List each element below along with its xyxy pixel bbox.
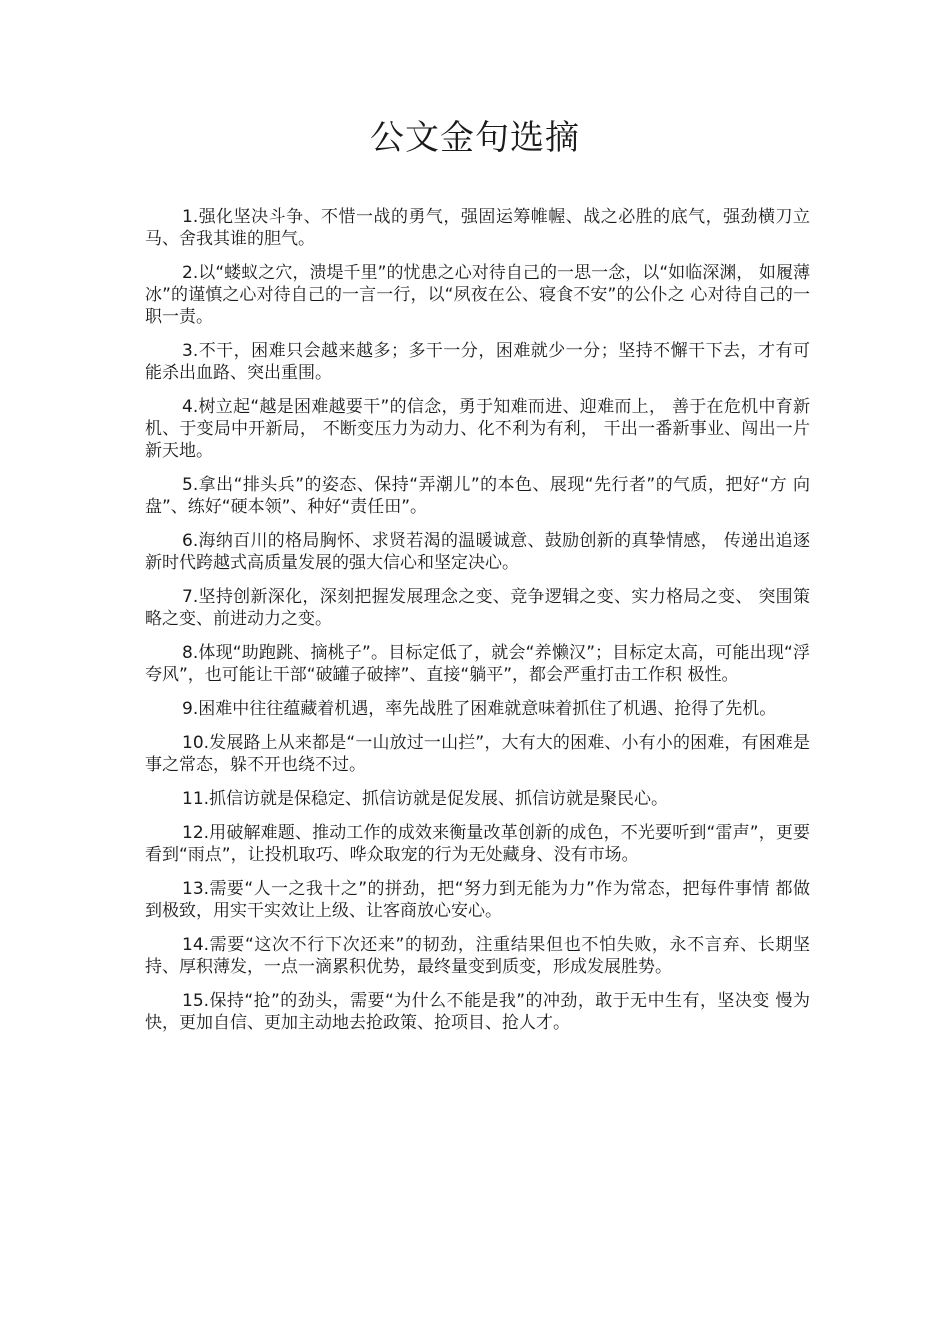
paragraph-6: 6.海纳百川的格局胸怀、求贤若渴的温暖诚意、鼓励创新的真挚情感， 传递出追逐新时代跨越式高质量发展的强大信心和坚定决心。 xyxy=(145,531,810,573)
paragraph-11: 11.抓信访就是保稳定、抓信访就是促发展、抓信访就是聚民心。 xyxy=(182,789,669,809)
paragraph-1: 1.强化坚决斗争、不惜一战的勇气，强固运筹帷幄、战之必胜的底气，强劲横刀立马、舍我其谁的胆气。 xyxy=(145,207,810,249)
paragraph-5: 5.拿出“排头兵”的姿态、保持“弄潮儿”的本色、展现“先行者”的气质，把好“方 向盘”、练好“硬本领”、种好“责任田”。 xyxy=(145,475,810,517)
paragraph-4: 4.树立起“越是困难越要干”的信念，勇于知难而进、迎难而上， 善于在危机中育新机、于变局中开新局， 不断变压力为动力、化不利为有利， 干出一番新事业、闯出一片新天地。 xyxy=(145,397,810,461)
paragraph-3: 3.不干，困难只会越来越多；多干一分，困难就少一分；坚持不懈干下去，才有可能杀出血路、突出重围。 xyxy=(145,341,810,383)
paragraph-10: 10.发展路上从来都是“一山放过一山拦”，大有大的困难、小有小的困难，有困难是事之常态，躲不开也绕不过。 xyxy=(145,733,810,775)
paragraph-7: 7.坚持创新深化，深刻把握发展理念之变、竞争逻辑之变、实力格局之变、 突围策略之变、前进动力之变。 xyxy=(145,587,810,629)
paragraph-12: 12.用破解难题、推动工作的成效来衡量改革创新的成色，不光要听到“雷声”，更要看到“雨点”，让投机取巧、哗众取宠的行为无处藏身、没有市场。 xyxy=(145,823,810,865)
paragraph-13: 13.需要“人一之我十之”的拼劲，把“努力到无能为力”作为常态，把每件事情 都做到极致，用实干实效让上级、让客商放心安心。 xyxy=(145,879,810,921)
paragraph-15: 15.保持“抢”的劲头，需要“为什么不能是我”的冲劲，敢于无中生有，坚决变 慢为快，更加自信、更加主动地去抢政策、抢项目、抢人才。 xyxy=(145,991,810,1033)
paragraph-9: 9.困难中往往蕴藏着机遇，率先战胜了困难就意味着抓住了机遇、抢得了先机。 xyxy=(182,699,777,719)
document-body xyxy=(145,206,810,1046)
document-title: 公文金句选摘 xyxy=(370,118,580,158)
paragraph-14: 14.需要“这次不行下次还来”的韧劲，注重结果但也不怕失败，永不言弃、长期坚持、厚积薄发，一点一滴累积优势，最终量变到质变，形成发展胜势。 xyxy=(145,935,810,977)
paragraph-2: 2.以“蝼蚁之穴，溃堤千里”的忧患之心对待自己的一思一念，以“如临深渊， 如履薄冰”的谨慎之心对待自己的一言一行，以“夙夜在公、寝食不安”的公仆之 心对待自己的一职一责。 xyxy=(145,263,810,327)
paragraph-8: 8.体现“助跑跳、摘桃子”。目标定低了，就会“养懒汉”；目标定太高，可能出现“浮夸风”，也可能让干部“破罐子破摔”、直接“躺平”，都会严重打击工作积 极性。 xyxy=(145,643,810,685)
